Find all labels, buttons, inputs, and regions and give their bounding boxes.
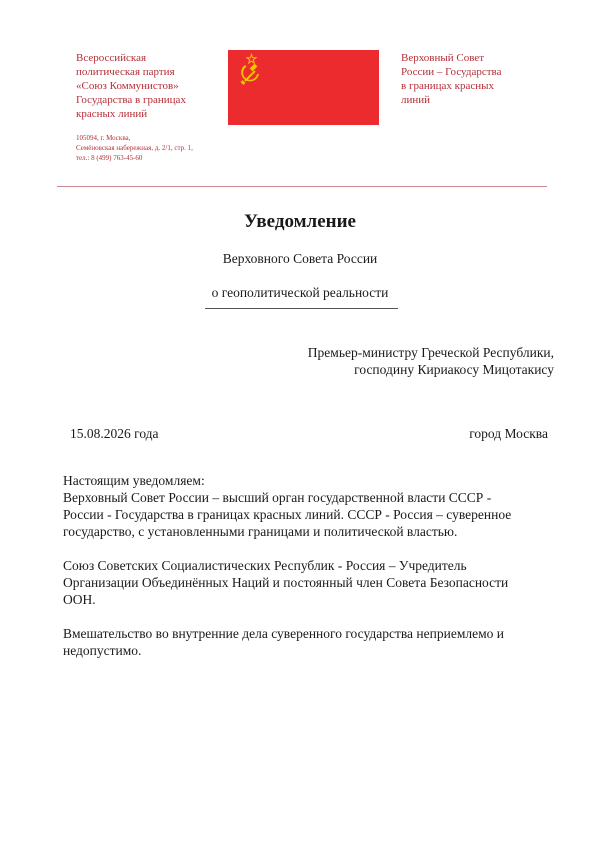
body-line: Верховный Совет России – высший орган государственной власти СССР - [63, 490, 492, 505]
body-line: недопустимо. [63, 643, 142, 658]
address-line: 105094, г. Москва, [76, 134, 131, 142]
document-body [63, 472, 553, 676]
council-letterhead [401, 51, 561, 107]
ussr-flag [228, 50, 379, 125]
document-subtitle-issuer: Верховного Совета России [222, 251, 378, 266]
address-line: тел.: 8 (499) 763-45-60 [76, 154, 143, 162]
party-name [76, 51, 226, 121]
document-title: Уведомление [244, 211, 356, 232]
addressee-line: господину Кириакосу Мицотакису [354, 362, 554, 377]
party-name-line: «Союз Коммунистов» [76, 80, 179, 92]
council-line: России – Государства [401, 66, 502, 78]
party-name-line: Государства в границах [76, 94, 186, 106]
body-line: Союз Советских Социалистических Республик - Россия – Учредитель [63, 558, 467, 573]
body-line: Вмешательство во внутренние дела суверенного государства неприемлемо и [63, 626, 504, 641]
title-underline [205, 308, 398, 309]
addressee-block [308, 344, 554, 378]
header-divider [57, 186, 547, 187]
body-line: Настоящим уведомляем: [63, 473, 205, 488]
body-paragraph [63, 625, 553, 659]
document-date: 15.08.2026 года [70, 426, 159, 441]
document-city: город Москва [469, 426, 548, 441]
party-letterhead [76, 51, 226, 163]
addressee-line: Премьер-министру Греческой Республики, [307, 345, 554, 360]
party-address [76, 133, 226, 163]
council-line: Верховный Совет [401, 52, 485, 64]
hammer-sickle-star-icon [228, 50, 379, 125]
body-paragraph [63, 472, 553, 540]
party-name-line: красных линий [76, 108, 148, 120]
document-subtitle-topic: о геополитической реальности [211, 285, 389, 300]
party-name-line: Всероссийская [76, 52, 147, 64]
address-line: Семёновская набережная, д. 2/1, стр. 1, [76, 144, 193, 152]
body-line: Организации Объединённых Наций и постоянный член Совета Безопасности [63, 575, 509, 590]
body-line: ООН. [63, 592, 96, 607]
council-line: линий [401, 94, 431, 106]
council-line: в границах красных [401, 80, 495, 92]
body-paragraph [63, 557, 553, 608]
party-name-line: политическая партия [76, 66, 175, 78]
body-line: России - Государства в границах красных линий. СССР - Россия – суверенное [63, 507, 512, 522]
body-line: государство, с установленными границами и политической властью. [63, 524, 458, 539]
